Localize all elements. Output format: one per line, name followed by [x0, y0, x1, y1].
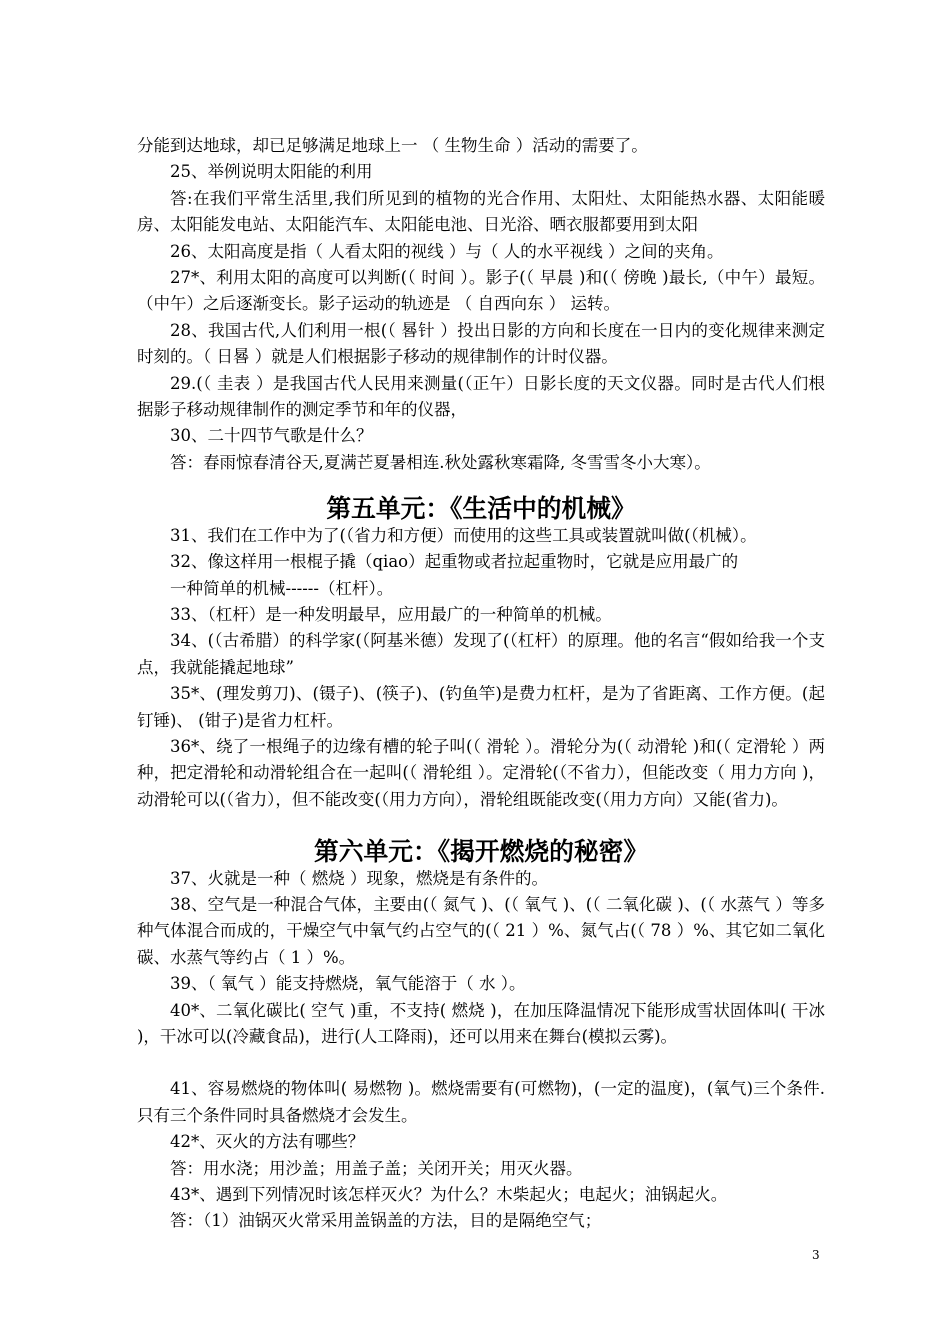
paragraph: 31、我们在工作中为了(（省力和方便）而使用的这些工具或装置就叫做(（机械）。 — [170, 525, 757, 545]
paragraph: 41、容易燃烧的物体叫( 易燃物 )。燃烧需要有(可燃物)，(一定的温度)，(氧气)三个条件.只有三个条件同时具备燃烧才会发生。 — [137, 1079, 825, 1125]
section-title: 第五单元：《生活中的机械》 — [326, 494, 636, 524]
paragraph: 29.(（ 圭表 ）是我国古代人民用来测量(（正午）日影长度的天文仪器。同时是古代人们根据影子移动规律制作的测定季节和年的仪器， — [137, 373, 825, 420]
paragraph: 42*、灭火的方法有哪些？ — [170, 1132, 365, 1152]
page-number: 3 — [812, 1248, 820, 1262]
paragraph: 分能到达地球，却已足够满足地球上一 （ 生物生命 ）活动的需要了。 — [137, 136, 648, 155]
section-6 — [137, 866, 825, 1235]
paragraph: 25、举例说明太阳能的利用 — [170, 162, 373, 182]
section-title: 第六单元：《揭开燃烧的秘密》 — [313, 837, 649, 867]
paragraph: 一种简单的机械------（杠杆）。 — [170, 578, 394, 598]
paragraph: 37、火就是一种（ 燃烧 ）现象，燃烧是有条件的。 — [170, 868, 548, 888]
paragraph: 28、我国古代,人们利用一根(（ 晷针 ）投出日影的方向和长度在一日内的变化规律来测定时刻的。（ 日晷 ）就是人们根据影子移动的规律制作的计时仪器。 — [137, 320, 825, 367]
paragraph: 39、（ 氧气 ）能支持燃烧，氧气能溶于（ 水 ）。 — [170, 974, 526, 994]
document-page — [137, 133, 825, 1235]
paragraph: 35*、(理发剪刀)、(镊子)、(筷子)、(钓鱼竿)是费力杠杆，是为了省距离、工作方便。(起钉锤)、 (钳子)是省力杠杆。 — [137, 684, 825, 730]
paragraph: 43*、遇到下列情况时该怎样灭火？为什么？木柴起火；电起火；油锅起火。 — [170, 1185, 728, 1205]
paragraph: 36*、绕了一根绳子的边缘有槽的轮子叫(（ 滑轮 ）。滑轮分为(（ 动滑轮 )和(（ 定滑轮 ）两种，把定滑轮和动滑轮组合在一起叫(（ 滑轮组 ）。定滑轮(（不省力），但能改变（ 用力方向 )，动滑轮可以(（省力），但不能改变(（用力方向），滑轮组既能改变(（用力方向）又能(省力)。 — [137, 736, 825, 809]
paragraph: 33、（杠杆）是一种发明最早，应用最广的一种简单的机械。 — [170, 604, 612, 624]
paragraph: 答:在我们平常生活里,我们所见到的植物的光合作用、太阳灶、太阳能热水器、太阳能暖房、太阳能发电站、太阳能汽车、太阳能电池、日光浴、晒衣服都要用到太阳 — [137, 188, 825, 235]
paragraph: 26、太阳高度是指（ 人看太阳的视线 ）与（ 人的水平视线 ）之间的夹角。 — [170, 241, 724, 261]
spacer — [137, 476, 825, 496]
paragraph: 38、空气是一种混合气体，主要由(（ 氮气 )、(（ 氧气 )、(（ 二氧化碳 )、(（ 水蒸气 ）等多种气体混合而成的，干燥空气中氧气约占空气的(（ 21 ）%、氮气占(（ 78 ）%、其它如二氧化碳、水蒸气等约占（ 1 ）%。 — [137, 894, 825, 967]
paragraph: 34、(（古希腊）的科学家(（阿基米德）发现了(（杠杆）的原理。他的名言“假如给我一个支点，我就能撬起地球” — [137, 631, 825, 677]
paragraph: 27*、利用太阳的高度可以判断(（ 时间 ）。影子(（ 早晨 )和(（ 傍晚 )最长,（中午）最短。（中午）之后逐渐变长。影子运动的轨迹是 （ 自西向东 ） 运转。 — [137, 268, 825, 314]
paragraph: 答：春雨惊春清谷天,夏满芒夏暑相连.秋处露秋寒霜降, 冬雪雪冬小大寒）。 — [170, 452, 711, 472]
section-5 — [137, 523, 825, 813]
paragraph: 40*、二氧化碳比( 空气 )重，不支持( 燃烧 )，在加压降温情况下能形成雪状固体叫( 干冰 )，干冰可以(冷藏食品)，进行(人工降雨)，还可以用来在舞台(模拟云雾)。 — [137, 1000, 825, 1046]
spacer — [137, 813, 825, 839]
spacer — [137, 1050, 825, 1076]
top-section — [137, 133, 825, 476]
paragraph: 30、二十四节气歌是什么？ — [170, 426, 373, 446]
paragraph: 答：（1）油锅灭火常采用盖锅盖的方法，目的是隔绝空气； — [170, 1211, 602, 1231]
paragraph: 32、像这样用一根棍子撬（qiao）起重物或者拉起重物时，它就是应用最广的 — [170, 552, 739, 572]
paragraph: 答：用水浇；用沙盖；用盖子盖；关闭开关；用灭火器。 — [170, 1158, 583, 1178]
